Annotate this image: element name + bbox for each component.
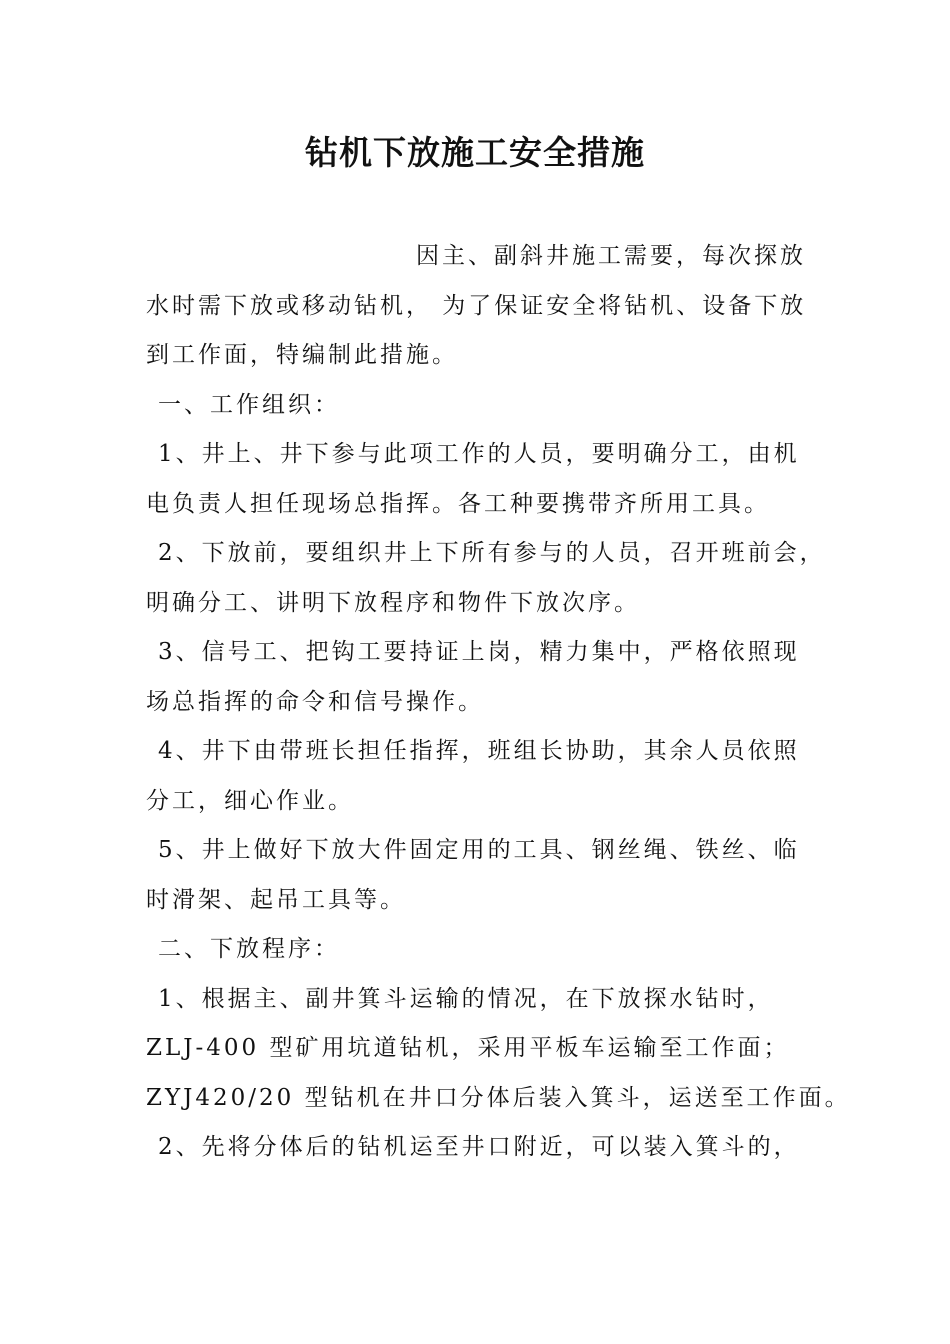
list-item-line: 5、井上做好下放大件固定用的工具、钢丝绳、铁丝、临 (158, 837, 800, 863)
paragraph-line: 水时需下放或移动钻机， 为了保证安全将钻机、设备下放 (146, 292, 807, 319)
section-heading: 一、工作组织： (158, 391, 340, 418)
list-item-line: 场总指挥的命令和信号操作。 (146, 688, 484, 715)
document-title: 钻机下放施工安全措施 (305, 133, 645, 172)
list-item-line: 时滑架、起吊工具等。 (146, 886, 406, 913)
list-item-line: 明确分工、讲明下放程序和物件下放次序。 (146, 589, 640, 616)
list-item-line: 分工，细心作业。 (146, 787, 354, 814)
paragraph-line: 到工作面，特编制此措施。 (146, 342, 458, 368)
section-heading: 二、下放程序： (158, 936, 340, 962)
list-item-line: 电负责人担任现场总指挥。各工种要携带齐所用工具。 (146, 490, 770, 517)
list-item-line: 1、根据主、副井箕斗运输的情况，在下放探水钻时， (158, 985, 774, 1012)
list-item-line: ZYJ420/20 型钻机在井口分体后装入箕斗，运送至工作面。 (146, 1084, 851, 1111)
document-body (146, 232, 851, 1173)
list-item-line: ZLJ-400 型矿用坑道钻机，采用平板车运输至工作面； (146, 1035, 790, 1061)
list-item-line: 4、井下由带班长担任指挥，班组长协助，其余人员依照 (158, 738, 800, 764)
paragraph-line: 因主、副斜井施工需要，每次探放 (416, 243, 806, 269)
list-item-line: 1、井上、井下参与此项工作的人员，要明确分工，由机 (158, 441, 800, 467)
list-item-line: 3、信号工、把钩工要持证上岗，精力集中，严格依照现 (158, 639, 800, 665)
list-item-line: 2、下放前，要组织井上下所有参与的人员，召开班前会， (158, 540, 826, 566)
list-item-line: 2、先将分体后的钻机运至井口附近，可以装入箕斗的， (158, 1134, 800, 1160)
